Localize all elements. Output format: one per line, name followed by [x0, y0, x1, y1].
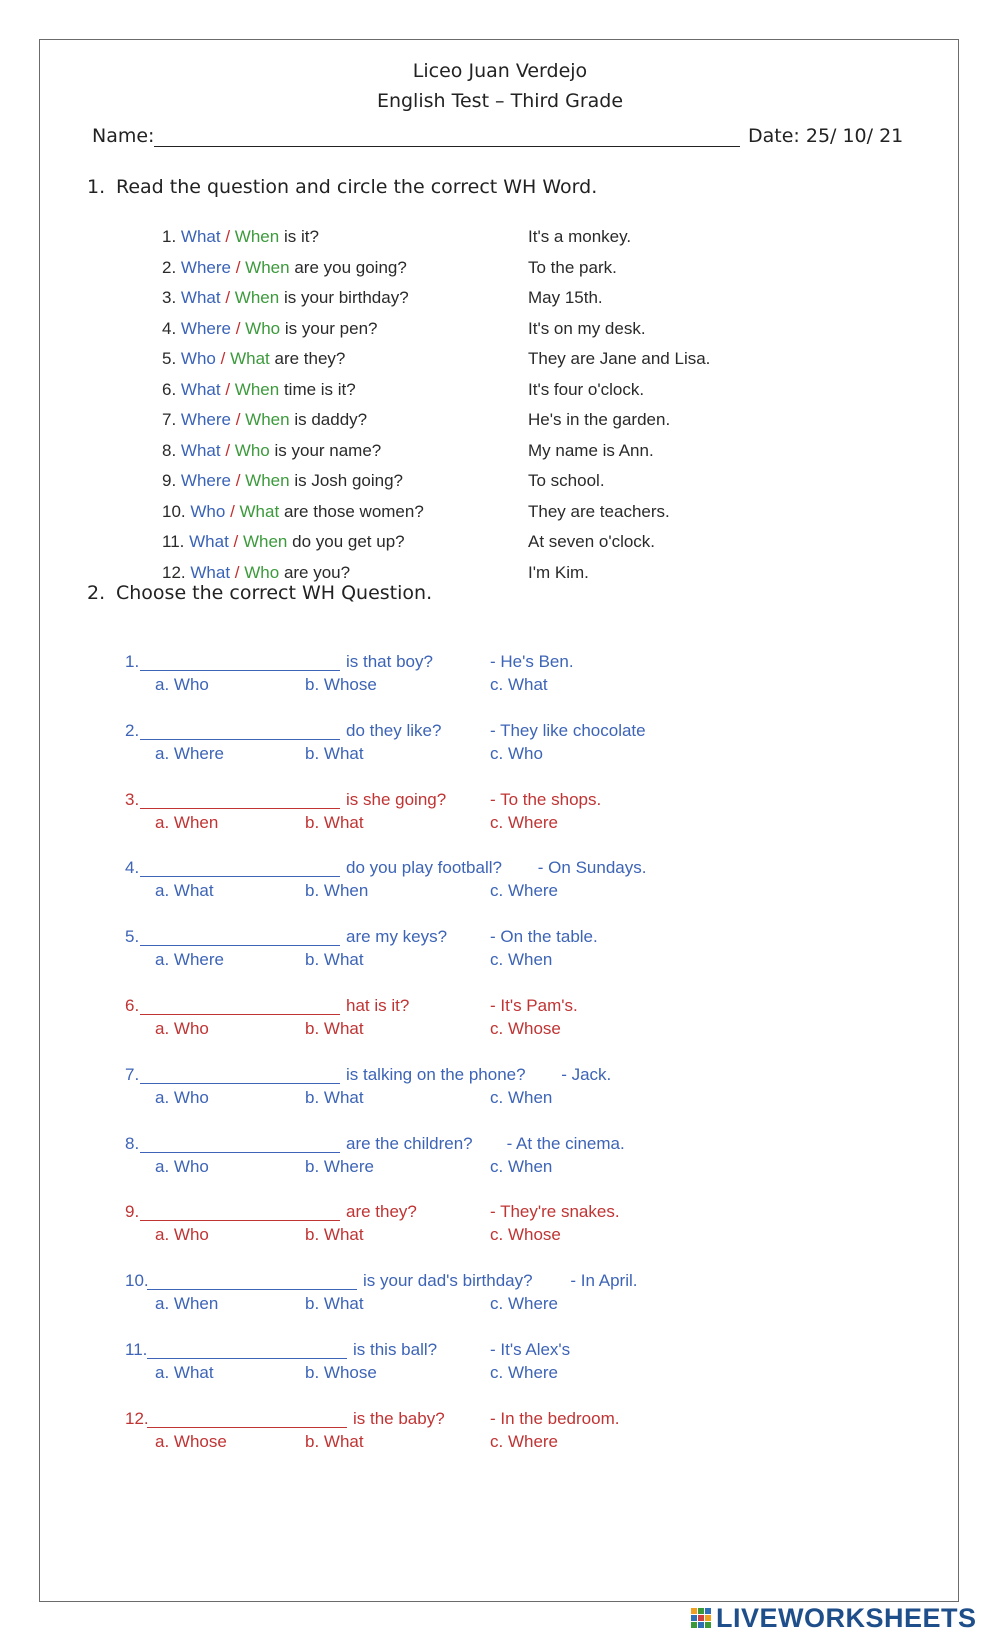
- name-label: Name:: [92, 125, 155, 147]
- option-c[interactable]: c. Where: [490, 1431, 559, 1451]
- choice-separator: /: [231, 410, 246, 429]
- answer-blank[interactable]: [140, 739, 340, 740]
- question-number: 11.: [162, 532, 185, 551]
- question-text: are the children?: [346, 1133, 473, 1153]
- expected-answer: - In the bedroom.: [490, 1408, 620, 1428]
- question-text: are they?: [346, 1202, 417, 1222]
- wh-choice-1[interactable]: Where: [180, 318, 231, 338]
- choice-separator: /: [220, 379, 235, 399]
- answer-blank[interactable]: [140, 670, 340, 671]
- option-a[interactable]: a. Where: [155, 950, 224, 970]
- question-number: 3.: [125, 789, 140, 809]
- section1-question: [162, 499, 424, 525]
- answer-blank[interactable]: [140, 1152, 340, 1153]
- expected-answer: - He's Ben.: [490, 652, 574, 671]
- option-c[interactable]: c. When: [490, 1156, 553, 1176]
- option-c[interactable]: c. Where: [490, 881, 559, 901]
- wh-choice-1[interactable]: Where: [180, 471, 231, 490]
- question-text: is the baby?: [353, 1408, 445, 1428]
- question-text: are my keys?: [346, 927, 448, 947]
- question-number: 9.: [125, 1202, 140, 1222]
- question-text: is your dad's birthday?: [363, 1271, 533, 1291]
- option-b[interactable]: b. What: [305, 812, 364, 832]
- question-rest: are they?: [274, 349, 346, 368]
- section1-question: [162, 468, 403, 494]
- section2-question: [125, 1409, 725, 1457]
- question-number: 3.: [162, 288, 177, 307]
- section2-question: [125, 721, 725, 769]
- option-c[interactable]: c. Where: [490, 812, 559, 832]
- option-b[interactable]: b. What: [305, 1087, 364, 1107]
- question-number: 7.: [162, 410, 177, 429]
- question-rest: is it?: [283, 227, 319, 246]
- choice-separator: /: [220, 288, 235, 307]
- answer-blank[interactable]: [147, 1358, 347, 1359]
- section1-question: [162, 438, 381, 464]
- choice-separator: /: [220, 227, 235, 246]
- section2-question: [125, 996, 725, 1044]
- answer-blank[interactable]: [147, 1289, 357, 1290]
- question-rest: is your birthday?: [283, 288, 409, 307]
- question-number: 1.: [125, 652, 140, 671]
- expected-answer: - They like chocolate: [490, 720, 646, 740]
- question-number: 10.: [162, 501, 186, 521]
- section2-question: [125, 927, 725, 975]
- option-b[interactable]: b. What: [305, 1431, 364, 1451]
- option-b[interactable]: b. What: [305, 1019, 364, 1038]
- question-rest: is daddy?: [294, 410, 368, 429]
- section2-question: [125, 858, 725, 906]
- answer-blank[interactable]: [140, 1083, 340, 1084]
- option-b[interactable]: b. Whose: [305, 1363, 377, 1382]
- wh-choice-1[interactable]: What: [190, 562, 231, 582]
- question-rest: is your pen?: [284, 318, 378, 338]
- option-a[interactable]: a. When: [155, 1294, 219, 1314]
- choice-separator: /: [225, 501, 240, 521]
- question-number: 7.: [125, 1064, 140, 1084]
- expected-answer: - To the shops.: [490, 789, 602, 809]
- question-number: 1.: [162, 227, 177, 246]
- choice-separator: /: [231, 471, 246, 490]
- question-text: do you play football?: [346, 858, 502, 878]
- section1-question: [162, 377, 356, 403]
- section1-answer: They are Jane and Lisa.: [528, 349, 711, 368]
- question-number: 6.: [162, 379, 177, 399]
- option-c[interactable]: c. Where: [490, 1363, 559, 1382]
- question-number: 4.: [162, 318, 177, 338]
- question-rest: are you going?: [294, 257, 407, 277]
- liveworksheets-logo-icon: [690, 1607, 712, 1629]
- wh-choice-1[interactable]: Who: [180, 349, 216, 368]
- option-a[interactable]: a. Who: [155, 675, 209, 694]
- section1-answer: To the park.: [528, 257, 617, 277]
- section1-answer: My name is Ann.: [528, 440, 654, 460]
- wh-choice-2[interactable]: When: [245, 257, 290, 277]
- option-c[interactable]: c. When: [490, 950, 553, 970]
- section1-title: Read the question and circle the correct WH Word.: [116, 176, 598, 198]
- expected-answer: - It's Pam's.: [490, 996, 578, 1015]
- option-a[interactable]: a. Who: [155, 1156, 209, 1176]
- wh-choice-2[interactable]: Who: [244, 562, 280, 582]
- question-text: is that boy?: [346, 652, 433, 671]
- question-rest: do you get up?: [292, 532, 405, 551]
- wh-choice-2[interactable]: When: [234, 227, 280, 246]
- section1-answer: To school.: [528, 471, 605, 490]
- option-a[interactable]: a. What: [155, 1363, 214, 1382]
- wh-choice-1[interactable]: What: [189, 532, 229, 551]
- expected-answer: - It's Alex's: [490, 1340, 571, 1359]
- question-text: is talking on the phone?: [346, 1064, 526, 1084]
- section2-title: Choose the correct WH Question.: [116, 582, 433, 604]
- question-number: 5.: [125, 927, 140, 947]
- expected-answer: - They're snakes.: [490, 1202, 620, 1222]
- question-number: 5.: [162, 349, 177, 368]
- section1-answer: It's four o'clock.: [528, 379, 645, 399]
- section1-answer: At seven o'clock.: [528, 532, 656, 551]
- section1-question: [162, 407, 367, 433]
- question-rest: are you?: [283, 562, 351, 582]
- section2-question: [125, 652, 725, 700]
- option-a[interactable]: a. When: [155, 812, 219, 832]
- expected-answer: - Jack.: [561, 1064, 612, 1084]
- date-label: Date: 25/ 10/ 21: [748, 125, 904, 147]
- name-date-row: [92, 121, 912, 149]
- option-c[interactable]: c. Where: [490, 1294, 559, 1314]
- section1-question: [162, 255, 407, 281]
- wh-choice-2[interactable]: When: [234, 288, 280, 307]
- wh-choice-2[interactable]: Who: [245, 318, 281, 338]
- question-number: 2.: [125, 720, 140, 740]
- footer-brand-text: LIVEWORKSHEETS: [716, 1603, 977, 1633]
- question-text: do they like?: [346, 720, 442, 740]
- question-text: is she going?: [346, 789, 447, 809]
- question-number: 6.: [125, 996, 140, 1015]
- wh-choice-1[interactable]: What: [180, 379, 221, 399]
- section1-answer: I'm Kim.: [528, 562, 589, 582]
- wh-choice-2[interactable]: What: [239, 501, 280, 521]
- question-number: 12.: [162, 562, 186, 582]
- section2-question: [125, 1202, 725, 1250]
- option-a[interactable]: a. Where: [155, 743, 224, 763]
- wh-choice-2[interactable]: When: [245, 410, 290, 429]
- choice-separator: /: [220, 440, 235, 460]
- wh-choice-2[interactable]: When: [234, 379, 280, 399]
- answer-blank[interactable]: [140, 808, 340, 809]
- choice-separator: /: [231, 318, 246, 338]
- answer-blank[interactable]: [140, 945, 340, 946]
- section2-question: [125, 1065, 725, 1113]
- option-c[interactable]: c. Whose: [490, 1019, 561, 1038]
- section2-number: 2.: [87, 582, 106, 604]
- wh-choice-2[interactable]: What: [230, 349, 270, 368]
- question-text: is this ball?: [353, 1340, 438, 1359]
- answer-blank[interactable]: [147, 1427, 347, 1428]
- wh-choice-2[interactable]: When: [245, 471, 290, 490]
- choice-separator: /: [230, 562, 245, 582]
- question-number: 8.: [162, 440, 177, 460]
- option-b[interactable]: b. What: [305, 743, 364, 763]
- question-rest: is your name?: [274, 440, 382, 460]
- section2-question: [125, 1134, 725, 1182]
- wh-choice-2[interactable]: When: [242, 532, 288, 551]
- option-a[interactable]: a. Whose: [155, 1431, 227, 1451]
- section1-question: [162, 285, 409, 311]
- section1-answer: It's a monkey.: [528, 227, 632, 246]
- section1-number: 1.: [87, 176, 106, 198]
- question-number: 10.: [125, 1271, 149, 1291]
- section1-heading: [87, 176, 597, 198]
- answer-blank[interactable]: [140, 1220, 340, 1221]
- question-number: 8.: [125, 1133, 140, 1153]
- option-c[interactable]: c. When: [490, 1087, 553, 1107]
- question-number: 12.: [125, 1408, 149, 1428]
- expected-answer: - In April.: [570, 1271, 638, 1291]
- option-b[interactable]: b. Whose: [305, 675, 377, 694]
- section1-answer: He's in the garden.: [528, 410, 671, 429]
- section2-heading: [87, 582, 432, 604]
- question-rest: is Josh going?: [294, 471, 404, 490]
- section2-question: [125, 790, 725, 838]
- option-c[interactable]: c. Who: [490, 743, 543, 763]
- choice-separator: /: [231, 257, 246, 277]
- question-number: 9.: [162, 471, 177, 490]
- wh-choice-1[interactable]: Where: [180, 257, 231, 277]
- wh-choice-1[interactable]: What: [180, 288, 221, 307]
- section1-answer: It's on my desk.: [528, 318, 646, 338]
- choice-separator: /: [228, 532, 243, 551]
- section1-question: [162, 529, 405, 555]
- option-a[interactable]: a. Who: [155, 1087, 209, 1107]
- option-b[interactable]: b. What: [305, 1225, 364, 1245]
- name-input-line[interactable]: [154, 146, 740, 147]
- section1-answer: May 15th.: [528, 288, 603, 307]
- answer-blank[interactable]: [140, 1014, 340, 1015]
- question-rest: time is it?: [283, 379, 356, 399]
- expected-answer: - At the cinema.: [506, 1133, 625, 1153]
- option-b[interactable]: b. What: [305, 1294, 364, 1314]
- question-number: 2.: [162, 257, 177, 277]
- option-b[interactable]: b. What: [305, 950, 364, 970]
- wh-choice-1[interactable]: Where: [180, 410, 231, 429]
- question-rest: are those women?: [283, 501, 424, 521]
- question-number: 4.: [125, 858, 140, 878]
- section1-answer: They are teachers.: [528, 501, 670, 521]
- expected-answer: - On Sundays.: [537, 858, 647, 878]
- question-text: hat is it?: [346, 996, 410, 1015]
- section1-question: [162, 346, 345, 372]
- option-b[interactable]: b. Where: [305, 1156, 374, 1176]
- option-a[interactable]: a. Who: [155, 1225, 209, 1245]
- option-a[interactable]: a. What: [155, 881, 214, 901]
- wh-choice-1[interactable]: What: [180, 227, 221, 246]
- answer-blank[interactable]: [140, 876, 340, 877]
- section1-question: [162, 224, 319, 250]
- wh-choice-1[interactable]: What: [180, 440, 221, 460]
- option-a[interactable]: a. Who: [155, 1019, 209, 1038]
- option-c[interactable]: c. Whose: [490, 1225, 561, 1245]
- section1-question: [162, 316, 378, 342]
- option-c[interactable]: c. What: [490, 675, 548, 694]
- section2-question: [125, 1271, 725, 1319]
- test-title: English Test – Third Grade: [376, 90, 624, 112]
- option-b[interactable]: b. When: [305, 881, 369, 901]
- wh-choice-2[interactable]: Who: [234, 440, 270, 460]
- expected-answer: - On the table.: [490, 927, 598, 947]
- school-name: Liceo Juan Verdejo: [412, 60, 588, 82]
- question-number: 11.: [125, 1340, 148, 1359]
- section2-question: [125, 1340, 725, 1388]
- choice-separator: /: [215, 349, 231, 368]
- wh-choice-1[interactable]: Who: [190, 501, 226, 521]
